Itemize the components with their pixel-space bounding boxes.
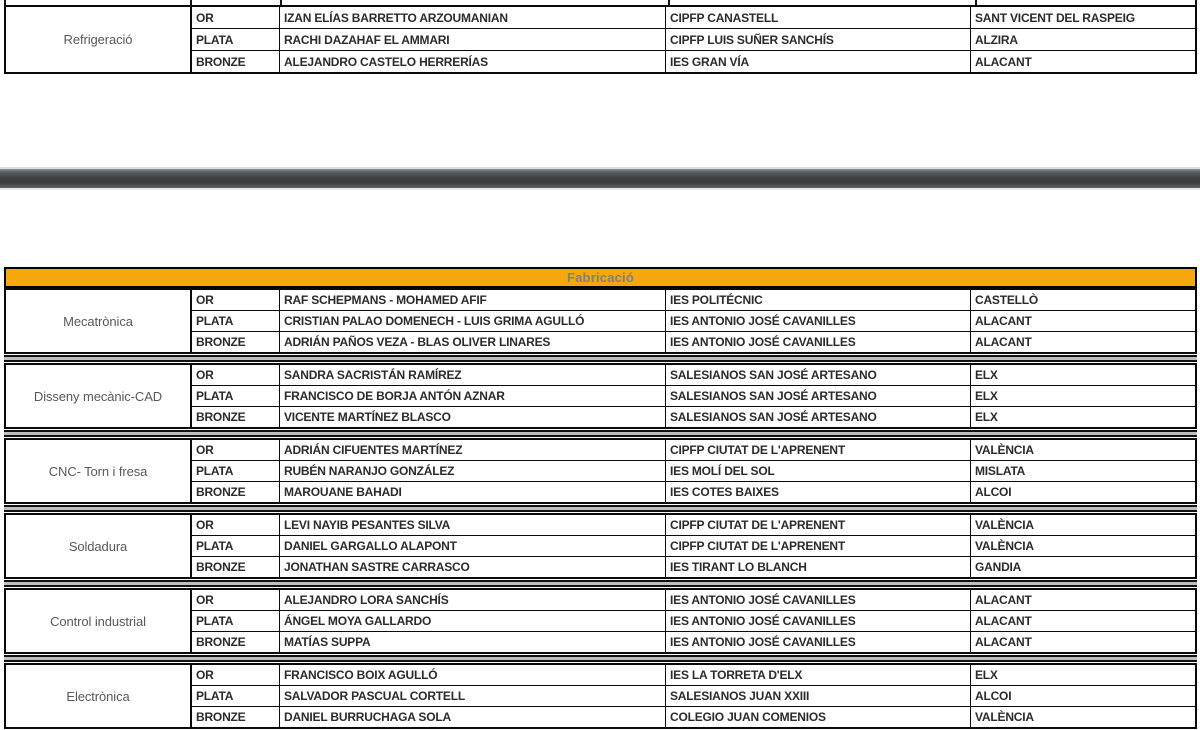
category-group — [4, 363, 1197, 429]
school-cell: COLEGIO JUAN COMENIOS — [666, 707, 971, 727]
city-cell: ELX — [975, 389, 998, 403]
city-cell: ALACANT — [975, 314, 1032, 328]
table-cutoff-row — [4, 0, 1197, 5]
city-cell: ELX — [975, 410, 998, 424]
group-divider — [4, 655, 1197, 662]
medal-cell: PLATA — [192, 536, 280, 556]
category-cell: Soldadura — [6, 515, 192, 577]
category-cell: Mecatrònica — [6, 290, 192, 352]
school-cell: IES POLITÉCNIC — [666, 290, 971, 310]
medal-cell: PLATA — [192, 311, 280, 331]
table-gridline — [668, 0, 670, 5]
table-gridline — [1195, 0, 1197, 5]
result-row — [192, 440, 1195, 460]
result-row — [192, 7, 1195, 28]
name-cell: ADRIÁN CIFUENTES MARTÍNEZ — [280, 440, 666, 460]
city-cell: ALACANT — [975, 593, 1032, 607]
medal-cell: OR — [192, 365, 280, 385]
name-cell: FRANCISCO BOIX AGULLÓ — [280, 665, 666, 685]
result-row — [192, 631, 1195, 652]
result-row — [192, 515, 1195, 535]
name-cell: RUBÉN NARANJO GONZÁLEZ — [280, 461, 666, 481]
category-cell: CNC- Torn i fresa — [6, 440, 192, 502]
category-group — [4, 438, 1197, 504]
school-cell: IES TIRANT LO BLANCH — [666, 557, 971, 577]
group-rows — [192, 515, 1195, 577]
medal-cell: BRONZE — [192, 407, 280, 427]
category-group — [4, 513, 1197, 579]
medal-cell: OR — [192, 440, 280, 460]
section-title: Fabricació — [566, 270, 635, 285]
school-cell: CIPFP LUIS SUÑER SANCHÍS — [666, 29, 971, 50]
school-cell: IES ANTONIO JOSÉ CAVANILLES — [666, 332, 971, 352]
result-row — [192, 685, 1195, 706]
result-row — [192, 385, 1195, 406]
category-group — [4, 588, 1197, 654]
name-cell: JONATHAN SASTRE CARRASCO — [280, 557, 666, 577]
section-header — [4, 267, 1197, 288]
city-cell: VALÈNCIA — [975, 710, 1034, 724]
result-row — [192, 481, 1195, 502]
city-cell: ALACANT — [975, 635, 1032, 649]
category-cell: Electrònica — [6, 665, 192, 727]
group-rows — [192, 590, 1195, 652]
name-cell: MAROUANE BAHADI — [280, 482, 666, 502]
group-divider — [4, 580, 1197, 587]
city-cell: VALÈNCIA — [975, 518, 1034, 532]
medal-cell: BRONZE — [192, 557, 280, 577]
name-cell: ADRIÁN PAÑOS VEZA - BLAS OLIVER LINARES — [280, 332, 666, 352]
medal-cell: BRONZE — [192, 332, 280, 352]
city-cell: VALÈNCIA — [975, 539, 1034, 553]
school-cell: IES ANTONIO JOSÉ CAVANILLES — [666, 611, 971, 631]
category-cell: Control industrial — [6, 590, 192, 652]
medal-cell: PLATA — [192, 386, 280, 406]
result-row — [192, 706, 1195, 727]
page-separator-bar — [0, 167, 1200, 190]
result-row — [192, 290, 1195, 310]
table-gridline — [4, 0, 6, 5]
city-cell: MISLATA — [975, 464, 1026, 478]
result-row — [192, 365, 1195, 385]
name-cell: MATÍAS SUPPA — [280, 632, 666, 652]
medal-cell: BRONZE — [192, 707, 280, 727]
result-row — [192, 331, 1195, 352]
city-cell: VALÈNCIA — [975, 443, 1034, 457]
city-cell: CASTELLÒ — [975, 293, 1039, 307]
group-rows — [192, 665, 1195, 727]
medal-cell: OR — [192, 665, 280, 685]
medal-cell: OR — [192, 590, 280, 610]
school-cell: CIPFP CANASTELL — [666, 7, 971, 28]
group-divider — [4, 355, 1197, 362]
category-group — [4, 663, 1197, 729]
group-divider — [4, 430, 1197, 437]
group-rows — [192, 7, 1195, 72]
city-cell: GANDIA — [975, 560, 1022, 574]
city-cell: ALACANT — [975, 335, 1032, 349]
group-divider — [4, 505, 1197, 512]
school-cell: IES ANTONIO JOSÉ CAVANILLES — [666, 311, 971, 331]
result-row — [192, 406, 1195, 427]
city-cell: ALZIRA — [975, 32, 1018, 47]
medal-cell: PLATA — [192, 29, 280, 50]
name-cell: CRISTIAN PALAO DOMENECH - LUIS GRIMA AGULLÓ — [280, 311, 666, 331]
table-gridline — [975, 0, 977, 5]
result-row — [192, 535, 1195, 556]
result-row — [192, 460, 1195, 481]
result-row — [192, 556, 1195, 577]
school-cell: IES LA TORRETA D'ELX — [666, 665, 971, 685]
city-cell: ELX — [975, 368, 998, 382]
name-cell: VICENTE MARTÍNEZ BLASCO — [280, 407, 666, 427]
category-cell: Disseny mecànic-CAD — [6, 365, 192, 427]
school-cell: SALESIANOS SAN JOSÉ ARTESANO — [666, 386, 971, 406]
page2-groups-container — [4, 288, 1197, 729]
category-group — [4, 288, 1197, 354]
city-cell: ALCOI — [975, 689, 1012, 703]
group-rows — [192, 365, 1195, 427]
result-row — [192, 310, 1195, 331]
group-rows — [192, 290, 1195, 352]
group-rows — [192, 440, 1195, 502]
school-cell: IES MOLÍ DEL SOL — [666, 461, 971, 481]
medal-cell: BRONZE — [192, 632, 280, 652]
medal-cell: OR — [192, 290, 280, 310]
category-cell: Refrigeració — [6, 7, 192, 72]
results-table-fabricacio — [4, 267, 1197, 729]
name-cell: ÁNGEL MOYA GALLARDO — [280, 611, 666, 631]
result-row — [192, 50, 1195, 72]
name-cell: ALEJANDRO LORA SANCHÍS — [280, 590, 666, 610]
name-cell: SALVADOR PASCUAL CORTELL — [280, 686, 666, 706]
table-gridline — [190, 0, 192, 5]
school-cell: SALESIANOS SAN JOSÉ ARTESANO — [666, 407, 971, 427]
name-cell: FRANCISCO DE BORJA ANTÓN AZNAR — [280, 386, 666, 406]
school-cell: CIPFP CIUTAT DE L'APRENENT — [666, 515, 971, 535]
medal-cell: BRONZE — [192, 482, 280, 502]
result-row — [192, 665, 1195, 685]
school-cell: IES ANTONIO JOSÉ CAVANILLES — [666, 632, 971, 652]
name-cell: IZAN ELÍAS BARRETTO ARZOUMANIAN — [280, 7, 666, 28]
city-cell: ELX — [975, 668, 998, 682]
result-row — [192, 28, 1195, 50]
city-cell: ALCOI — [975, 485, 1012, 499]
page1-groups-container — [4, 5, 1197, 74]
medal-cell: PLATA — [192, 611, 280, 631]
name-cell: DANIEL BURRUCHAGA SOLA — [280, 707, 666, 727]
medal-cell: PLATA — [192, 461, 280, 481]
school-cell: CIPFP CIUTAT DE L'APRENENT — [666, 440, 971, 460]
name-cell: SANDRA SACRISTÁN RAMÍREZ — [280, 365, 666, 385]
city-cell: SANT VICENT DEL RASPEIG — [975, 10, 1135, 25]
results-table-page1-fragment — [4, 0, 1197, 74]
school-cell: IES COTES BAIXES — [666, 482, 971, 502]
name-cell: RACHI DAZAHAF EL AMMARI — [280, 29, 666, 50]
city-cell: ALACANT — [975, 614, 1032, 628]
school-cell: IES ANTONIO JOSÉ CAVANILLES — [666, 590, 971, 610]
result-row — [192, 590, 1195, 610]
medal-cell: OR — [192, 515, 280, 535]
name-cell: LEVI NAYIB PESANTES SILVA — [280, 515, 666, 535]
school-cell: SALESIANOS SAN JOSÉ ARTESANO — [666, 365, 971, 385]
school-cell: CIPFP CIUTAT DE L'APRENENT — [666, 536, 971, 556]
name-cell: RAF SCHEPMANS - MOHAMED AFIF — [280, 290, 666, 310]
medal-cell: OR — [192, 7, 280, 28]
medal-cell: BRONZE — [192, 51, 280, 72]
result-row — [192, 610, 1195, 631]
city-cell: ALACANT — [975, 54, 1032, 69]
school-cell: SALESIANOS JUAN XXIII — [666, 686, 971, 706]
medal-cell: PLATA — [192, 686, 280, 706]
category-group — [4, 5, 1197, 74]
name-cell: ALEJANDRO CASTELO HERRERÍAS — [280, 51, 666, 72]
table-gridline — [280, 0, 282, 5]
school-cell: IES GRAN VÍA — [666, 51, 971, 72]
name-cell: DANIEL GARGALLO ALAPONT — [280, 536, 666, 556]
